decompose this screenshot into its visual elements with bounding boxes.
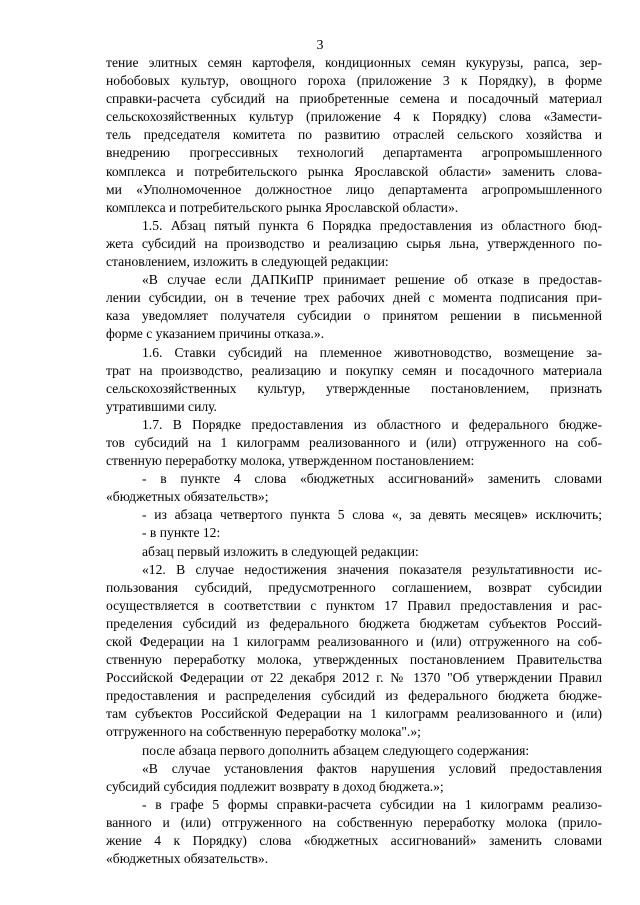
text-line: жение 4 к Порядку) слова «бюджетных ассигнований» заменить словами xyxy=(106,833,602,849)
text-line: ми «Уполномоченное должностное лицо департамента агропромышленного xyxy=(106,181,602,197)
text-line: комплекса и потребительского рынка Ярославской области». xyxy=(106,199,459,215)
text-line: «12. В случае недостижения значения показателя результативности ис- xyxy=(142,561,602,577)
text-line: предоставления и распределения субсидий из федерального бюджета бюдже- xyxy=(106,688,602,704)
text-line: сельскохозяйственных культур, утвержденные постановлением, признать xyxy=(106,380,602,396)
text-line: ственную переработку молока, утвержденном постановлением: xyxy=(106,453,475,469)
text-line: сельскохозяйственных культур (приложение 4 к Порядку) слова «Замести- xyxy=(106,109,602,125)
text-line: форме с указанием причины отказа.». xyxy=(106,326,325,342)
text-line: «В случае установления фактов нарушения условий предоставления xyxy=(142,760,602,776)
text-line: - в графе 5 формы справки-расчета субсидии на 1 килограмм реализо- xyxy=(142,796,602,812)
text-line: становлением, изложить в следующей редакции: xyxy=(106,254,389,270)
text-line: пределения субсидий из федерального бюджета бюджетам субъектов Россий- xyxy=(106,615,602,631)
text-line: там субъектов Российской Федерации на 1 килограмм реализованного и (или) xyxy=(106,706,602,722)
text-line: - из абзаца четвертого пункта 5 слова «, за девять месяцев» исключить; xyxy=(142,507,602,523)
text-line: отгруженного на собственную переработку молока".»; xyxy=(106,724,421,740)
text-line: внедрению прогрессивных технологий департамента агропромышленного xyxy=(106,145,602,161)
text-line: субсидий субсидия подлежит возврату в доход бюджета.»; xyxy=(106,778,444,794)
text-line: трат на производство, реализацию и покупку семян и посадочного материала xyxy=(106,362,602,378)
text-line: после абзаца первого дополнить абзацем следующего содержания: xyxy=(142,742,530,758)
text-line: справки-расчета субсидий на приобретенные семена и посадочный материал xyxy=(106,91,602,107)
text-line: 1.6. Ставки субсидий на племенное животноводство, возмещение за- xyxy=(142,344,602,360)
text-line: ской Федерации на 1 килограмм реализованного и (или) отгруженного на соб- xyxy=(106,634,602,649)
text-line: ственную переработку молока, утвержденных постановлением Правительства xyxy=(106,652,602,668)
text-line: каза уведомляет получателя субсидии о принятом решении в письменной xyxy=(106,308,602,324)
page-number: 3 xyxy=(316,38,324,53)
text-line: жета субсидий на производство и реализацию сырья льна, утвержденного по- xyxy=(106,235,602,251)
text-line: 1.5. Абзац пятый пункта 6 Порядка предоставления из областного бюд- xyxy=(142,217,602,233)
text-line: «В случае если ДАПКиПР принимает решение об отказе в предостав- xyxy=(142,272,602,288)
text-line: пользования субсидий, предусмотренного соглашением, возврат субсидии xyxy=(106,579,602,595)
text-line: комплекса и потребительского рынка Ярославской области» заменить слова- xyxy=(106,163,602,179)
text-line: нобобовых культур, овощного гороха (приложение 3 к Порядку), в форме xyxy=(106,73,602,89)
text-line: лении субсидии, он в течение трех рабочих дней с момента подписания при- xyxy=(106,290,602,306)
text-line: «бюджетных обязательств». xyxy=(106,851,269,867)
text-line: 1.7. В Порядке предоставления из областного и федерального бюдже- xyxy=(142,416,602,432)
document-body xyxy=(106,54,602,868)
text-line: - в пункте 12: xyxy=(142,525,221,541)
text-line: абзац первый изложить в следующей редакции: xyxy=(142,543,419,559)
text-line: «бюджетных обязательств»; xyxy=(106,489,269,505)
text-line: осуществляется в соответствии с пунктом 17 Правил предоставления и рас- xyxy=(106,597,602,613)
text-line: утратившими силу. xyxy=(106,398,217,414)
text-line: тение элитных семян картофеля, кондиционных семян кукурузы, рапса, зер- xyxy=(106,55,602,70)
text-line: Российской Федерации от 22 декабря 2012 г. № 1370 "Об утверждении Правил xyxy=(106,670,602,686)
text-line: тов субсидий на 1 килограмм реализованного и (или) отгруженного на соб- xyxy=(106,434,602,450)
text-line: - в пункте 4 слова «бюджетных ассигнований» заменить словами xyxy=(142,471,602,487)
text-line: ванного и (или) отгруженного на собственную переработку молока (прило- xyxy=(106,814,602,830)
text-line: тель председателя комитета по развитию отраслей сельского хозяйства и xyxy=(106,127,602,143)
